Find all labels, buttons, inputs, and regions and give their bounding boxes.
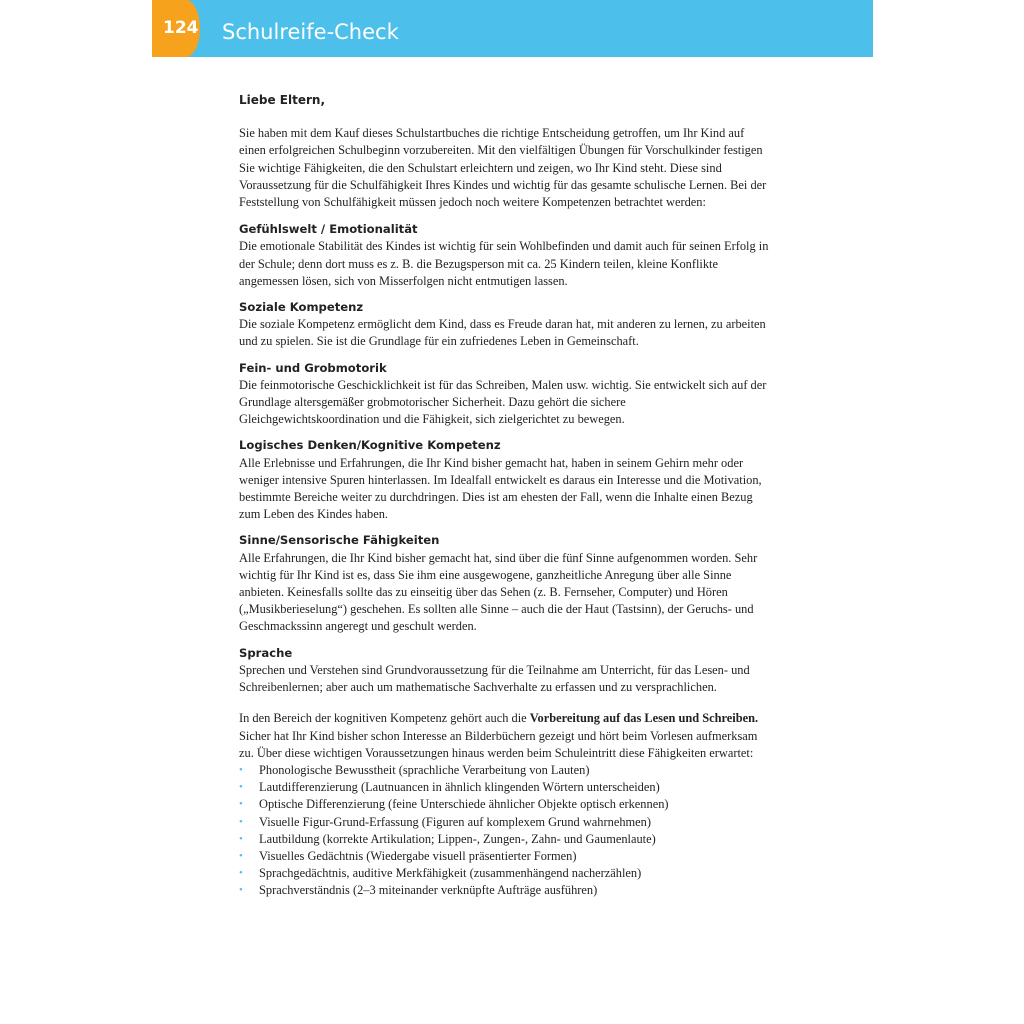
list-item [239, 796, 769, 813]
list-item [239, 779, 769, 796]
chapter-title: Schulreife-Check [222, 20, 399, 44]
section-text: Alle Erlebnisse und Erfahrungen, die Ihr Kind bisher gemacht hat, haben in seinem Gehirn mehr oder weniger intensive Spuren hinterlassen. Im Idealfall entwickelt es daraus ein Interesse und die Motivation, bestimmte Bereiche weiter zu durchdringen. Dies ist am ehesten der Fall, wenn die Inhalte einen Bezug zum Leben des Kindes haben. [239, 455, 762, 522]
outro-paragraph [239, 710, 769, 762]
list-item-text: Optische Differenzierung (feine Unterschiede ähnlicher Objekte optisch erkennen) [259, 797, 669, 812]
list-item [239, 831, 769, 848]
section-text: Die soziale Kompetenz ermöglicht dem Kind, dass es Freude daran hat, mit anderen zu lernen, zu arbeiten und zu spielen. Sie ist die Grundlage für ein zufriedenes Leben in Gemeinschaft. [239, 317, 766, 349]
page-header [152, 0, 873, 57]
intro-paragraph: Sie haben mit dem Kauf dieses Schulstartbuches die richtige Entscheidung getroffen, um Ihr Kind auf einen erfolgreichen Schulbeginn vorzubereiten. Mit den vielfältigen Übungen für Vorschulkinder festigen Sie wichtige Fähigkeiten, die den Schulstart erleichtern und zeigen, wo Ihr Kind steht. Diese sind Voraussetzung für die Schulfähigkeit Ihres Kindes und wichtig für das gesamte schulische Lernen. Bei der Feststellung von Schulfähigkeit müssen jedoch noch weitere Kompetenzen betrachtet werden: [239, 126, 767, 210]
section-social [239, 299, 769, 351]
page-content [239, 92, 769, 900]
list-item [239, 865, 769, 882]
list-item-text: Sprachverständnis (2–3 miteinander verknüpfte Aufträge ausführen) [259, 883, 598, 898]
section-heading: Soziale Kompetenz [239, 300, 364, 315]
list-item-text: Lautbildung (korrekte Artikulation; Lippen-, Zungen-, Zahn- und Gaumenlaute) [259, 831, 656, 846]
list-item [239, 762, 769, 779]
list-item-text: Phonologische Bewusstheit (sprachliche Verarbeitung von Lauten) [259, 762, 590, 777]
bullet-icon: • [239, 884, 243, 897]
skills-list [239, 762, 769, 900]
section-text: Die feinmotorische Geschicklichkeit ist für das Schreiben, Malen usw. wichtig. Sie entwickelt sich auf der Grundlage altersgemäßer grobmotorischer Sicherheit. Dazu gehört die sichere Gleichgewichtskoordination und die Fähigkeit, sich zielgerichtet zu bewegen. [239, 377, 767, 427]
section-heading: Fein- und Grobmotorik [239, 360, 387, 375]
section-heading: Sinne/Sensorische Fähigkeiten [239, 533, 440, 548]
section-senses [239, 532, 769, 635]
list-item [239, 882, 769, 899]
section-text: Die emotionale Stabilität des Kindes ist wichtig für sein Wohlbefinden und damit auch für seinen Erfolg in der Schule; denn dort muss es z. B. die Bezugsperson mit ca. 25 Kindern teilen, kleine Konflikte angemessen lösen, sich von Misserfolgen nicht entmutigen lassen. [239, 239, 769, 288]
page-number-badge: 124 [152, 0, 200, 57]
outro-text-start: In den Bereich der kognitiven Kompetenz gehört auch die [239, 711, 530, 726]
list-item-text: Sprachgedächtnis, auditive Merkfähigkeit (zusammenhängend nacherzählen) [259, 866, 642, 881]
list-item-text: Visuelle Figur-Grund-Erfassung (Figuren auf komplexem Grund wahrnehmen) [259, 814, 651, 829]
outro-bold-text: Vorbereitung auf das Lesen und Schreiben. [529, 711, 759, 726]
list-item [239, 848, 769, 865]
list-item [239, 814, 769, 831]
outro-text-end: Sicher hat Ihr Kind bisher schon Interesse an Bilderbüchern gezeigt und hört beim Vorlesen aufmerksam zu. Über diese wichtigen Voraussetzungen hinaus werden beim Schuleintritt diese Fähigkeiten erwartet: [239, 728, 758, 760]
section-text: Sprechen und Verstehen sind Grundvoraussetzung für die Teilnahme am Unterricht, für das Lesen- und Schreibenlernen; aber auch um mathematische Sachverhalte zu erfassen und zu versprachlichen. [239, 662, 750, 695]
section-text: Alle Erfahrungen, die Ihr Kind bisher gemacht hat, sind über die fünf Sinne aufgenommen worden. Sehr wichtig für Ihr Kind ist es, dass Sie ihm eine ausgewogene, ganzheitliche Anregung über alle Sinne anbieten. Keinesfalls sollte das zu einseitig über das Sehen (z. B. Fernseher, Computer) und Hören („Musikberieselung“) geschehen. Es sollten alle Sinne – auch die der Haut (Tastsinn), der Geruchs- und Geschmackssinn angeregt und geschult werden. [239, 550, 758, 634]
bullet-icon: • [239, 798, 243, 811]
section-emotional [239, 221, 769, 290]
bullet-icon: • [239, 781, 243, 794]
section-heading: Gefühlswelt / Emotionalität [239, 222, 418, 237]
bullet-icon: • [239, 763, 243, 776]
bullet-icon: • [239, 849, 243, 862]
bullet-icon: • [239, 867, 243, 880]
bullet-icon: • [239, 815, 243, 828]
section-motor [239, 360, 769, 429]
section-cognitive [239, 437, 769, 523]
greeting: Liebe Eltern, [239, 93, 326, 107]
list-item-text: Visuelles Gedächtnis (Wiedergabe visuell präsentierter Formen) [259, 848, 577, 863]
list-item-text: Lautdifferenzierung (Lautnuancen in ähnlich klingenden Wörtern unterscheiden) [259, 780, 660, 795]
section-heading: Logisches Denken/Kognitive Kompetenz [239, 438, 501, 453]
section-heading: Sprache [239, 645, 293, 660]
bullet-icon: • [239, 832, 243, 845]
section-language [239, 645, 769, 697]
